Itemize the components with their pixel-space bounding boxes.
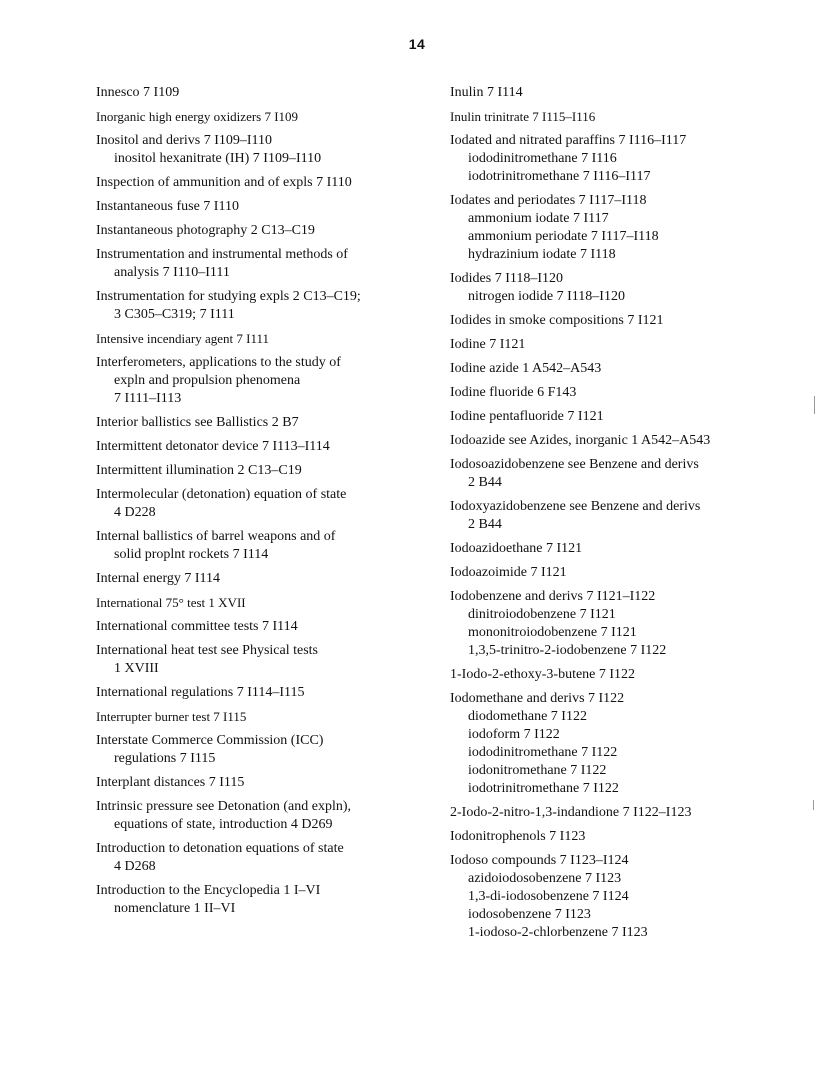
index-entry-heading: Interstate Commerce Commission (ICC) bbox=[96, 733, 324, 748]
index-entry bbox=[450, 408, 800, 426]
index-entry-heading: Iodoso compounds 7 I123–I124 bbox=[450, 853, 629, 868]
index-entry-heading: Iodoazoimide 7 I121 bbox=[450, 565, 567, 580]
index-entry-continuation: 2 B44 bbox=[468, 475, 502, 490]
index-entry bbox=[96, 198, 426, 216]
index-entry bbox=[450, 690, 800, 798]
index-entry-heading: Intermittent illumination 2 C13–C19 bbox=[96, 463, 302, 478]
index-subentry: 1,3,5-trinitro-2-iodobenzene 7 I122 bbox=[468, 643, 667, 658]
page-number: 14 bbox=[408, 36, 426, 52]
index-entry-heading: 2-Iodo-2-nitro-1,3-indandione 7 I122–I123 bbox=[450, 805, 692, 820]
index-entry-heading: Internal energy 7 I114 bbox=[96, 571, 221, 586]
index-entry-heading: Iodoazidoethane 7 I121 bbox=[450, 541, 583, 556]
index-entry bbox=[96, 594, 426, 612]
index-entry bbox=[96, 84, 426, 102]
scan-mark bbox=[813, 800, 814, 810]
index-entry bbox=[96, 438, 426, 456]
index-entry-heading: Instantaneous fuse 7 I110 bbox=[96, 199, 239, 214]
index-column-right bbox=[450, 84, 800, 948]
index-entry-heading: Iodine 7 I121 bbox=[450, 337, 526, 352]
index-entry bbox=[450, 132, 800, 186]
index-entry-heading: Inspection of ammunition and of expls 7 I110 bbox=[96, 175, 352, 190]
index-entry bbox=[450, 852, 800, 942]
index-subentry: hydrazinium iodate 7 I118 bbox=[468, 247, 616, 262]
index-subentry: inositol hexanitrate (IH) 7 I109–I110 bbox=[114, 151, 322, 166]
index-subentry: diodomethane 7 I122 bbox=[468, 709, 587, 724]
index-entry bbox=[450, 336, 800, 354]
index-subentry: iodonitromethane 7 I122 bbox=[468, 763, 607, 778]
index-entry-heading: Introduction to detonation equations of state bbox=[96, 841, 344, 856]
index-entry-continuation: analysis 7 I110–I111 bbox=[114, 265, 230, 280]
index-entry-continuation: solid proplnt rockets 7 I114 bbox=[114, 547, 269, 562]
index-entry bbox=[96, 732, 426, 768]
index-entry-heading: Iodonitrophenols 7 I123 bbox=[450, 829, 586, 844]
index-entry-heading: International committee tests 7 I114 bbox=[96, 619, 298, 634]
index-entry bbox=[96, 618, 426, 636]
index-entry-continuation: expln and propulsion phenomena bbox=[114, 373, 301, 388]
index-entry-continuation: 2 B44 bbox=[468, 517, 502, 532]
index-entry-continuation: regulations 7 I115 bbox=[114, 751, 216, 766]
index-entry bbox=[450, 666, 800, 684]
index-subentry: iododinitromethane 7 I122 bbox=[468, 745, 618, 760]
index-entry-heading: Iodides 7 I118–I120 bbox=[450, 271, 564, 286]
index-entry-heading: Interior ballistics see Ballistics 2 B7 bbox=[96, 415, 299, 430]
index-entry bbox=[96, 414, 426, 432]
index-entry-heading: Introduction to the Encyclopedia 1 I–VI bbox=[96, 883, 321, 898]
index-entry-heading: Iodine pentafluoride 7 I121 bbox=[450, 409, 604, 424]
index-subentry: iododinitromethane 7 I116 bbox=[468, 151, 617, 166]
index-entry-heading: International 75° test 1 XVII bbox=[96, 595, 246, 610]
index-entry-continuation: equations of state, introduction 4 D269 bbox=[114, 817, 333, 832]
index-entry bbox=[450, 384, 800, 402]
index-entry-heading: Intermittent detonator device 7 I113–I114 bbox=[96, 439, 330, 454]
index-entry-heading: Iodides in smoke compositions 7 I121 bbox=[450, 313, 664, 328]
index-entry bbox=[96, 774, 426, 792]
index-entry bbox=[450, 540, 800, 558]
index-entry-continuation: 4 D228 bbox=[114, 505, 156, 520]
index-entry bbox=[96, 462, 426, 480]
index-subentry: ammonium iodate 7 I117 bbox=[468, 211, 609, 226]
index-subentry: nomenclature 1 II–VI bbox=[114, 901, 236, 916]
index-entry-heading: Iodosoazidobenzene see Benzene and derivs bbox=[450, 457, 699, 472]
index-entry bbox=[96, 882, 426, 918]
index-entry-heading: International regulations 7 I114–I115 bbox=[96, 685, 305, 700]
index-entry-heading: Inositol and derivs 7 I109–I110 bbox=[96, 133, 273, 148]
index-entry bbox=[450, 270, 800, 306]
index-entry bbox=[96, 708, 426, 726]
index-entry bbox=[450, 564, 800, 582]
index-entry bbox=[96, 684, 426, 702]
index-entry-heading: Iodomethane and derivs 7 I122 bbox=[450, 691, 625, 706]
index-entry bbox=[450, 432, 800, 450]
index-entry bbox=[96, 108, 426, 126]
index-entry-heading: Inulin 7 I114 bbox=[450, 85, 523, 100]
index-subentry: azidoiodosobenzene 7 I123 bbox=[468, 871, 622, 886]
index-column-left bbox=[96, 84, 426, 924]
index-entry-heading: Iodine azide 1 A542–A543 bbox=[450, 361, 602, 376]
index-entry bbox=[96, 246, 426, 282]
index-entry bbox=[96, 840, 426, 876]
index-entry-heading: Inulin trinitrate 7 I115–I116 bbox=[450, 109, 596, 124]
index-entry-heading: Innesco 7 I109 bbox=[96, 85, 180, 100]
index-entry bbox=[96, 222, 426, 240]
index-subentry: iodotrinitromethane 7 I116–I117 bbox=[468, 169, 651, 184]
index-subentry: 1,3-di-iodosobenzene 7 I124 bbox=[468, 889, 629, 904]
index-entry-heading: Iodoxyazidobenzene see Benzene and derivs bbox=[450, 499, 701, 514]
index-entry-continuation: 1 XVIII bbox=[114, 661, 159, 676]
index-entry bbox=[96, 528, 426, 564]
index-entry-heading: Intrinsic pressure see Detonation (and expln), bbox=[96, 799, 352, 814]
index-entry bbox=[450, 312, 800, 330]
index-subentry: iodoform 7 I122 bbox=[468, 727, 560, 742]
index-entry-heading: Iodobenzene and derivs 7 I121–I122 bbox=[450, 589, 656, 604]
index-entry bbox=[96, 798, 426, 834]
index-subentry: iodosobenzene 7 I123 bbox=[468, 907, 591, 922]
index-entry-heading: Internal ballistics of barrel weapons and of bbox=[96, 529, 336, 544]
index-entry bbox=[450, 498, 800, 534]
index-subentry: iodotrinitromethane 7 I122 bbox=[468, 781, 619, 796]
index-entry-heading: Inorganic high energy oxidizers 7 I109 bbox=[96, 109, 299, 124]
index-entry-heading: Iodates and periodates 7 I117–I118 bbox=[450, 193, 647, 208]
index-entry bbox=[450, 804, 800, 822]
index-entry-heading: 1-Iodo-2-ethoxy-3-butene 7 I122 bbox=[450, 667, 636, 682]
index-entry-heading: International heat test see Physical tests bbox=[96, 643, 318, 658]
index-entry bbox=[450, 84, 800, 102]
index-entry bbox=[96, 486, 426, 522]
index-subentry: dinitroiodobenzene 7 I121 bbox=[468, 607, 616, 622]
index-entry-heading: Instrumentation for studying expls 2 C13–C19; bbox=[96, 289, 361, 304]
index-entry bbox=[96, 570, 426, 588]
index-entry-continuation: 4 D268 bbox=[114, 859, 156, 874]
index-entry-heading: Intensive incendiary agent 7 I111 bbox=[96, 331, 270, 346]
index-entry-continuation: 7 I111–I113 bbox=[114, 391, 182, 406]
index-entry-continuation: 3 C305–C319; 7 I111 bbox=[114, 307, 235, 322]
index-subentry: ammonium periodate 7 I117–I118 bbox=[468, 229, 659, 244]
index-entry bbox=[450, 192, 800, 264]
index-entry-heading: Interferometers, applications to the study of bbox=[96, 355, 341, 370]
index-entry bbox=[450, 588, 800, 660]
index-entry bbox=[96, 132, 426, 168]
index-entry-heading: Intermolecular (detonation) equation of state bbox=[96, 487, 347, 502]
index-entry-heading: Iodoazide see Azides, inorganic 1 A542–A543 bbox=[450, 433, 711, 448]
index-entry bbox=[96, 330, 426, 348]
index-subentry: nitrogen iodide 7 I118–I120 bbox=[468, 289, 625, 304]
index-subentry: mononitroiodobenzene 7 I121 bbox=[468, 625, 637, 640]
index-entry-heading: Iodated and nitrated paraffins 7 I116–I117 bbox=[450, 133, 687, 148]
index-entry bbox=[450, 108, 800, 126]
index-entry-heading: Instrumentation and instrumental methods of bbox=[96, 247, 348, 262]
index-entry-heading: Interrupter burner test 7 I115 bbox=[96, 709, 247, 724]
index-entry bbox=[450, 828, 800, 846]
index-entry-heading: Iodine fluoride 6 F143 bbox=[450, 385, 577, 400]
index-entry bbox=[96, 354, 426, 408]
scan-mark bbox=[814, 396, 815, 414]
index-subentry: 1-iodoso-2-chlorbenzene 7 I123 bbox=[468, 925, 648, 940]
index-entry bbox=[96, 174, 426, 192]
index-entry bbox=[450, 360, 800, 378]
index-entry bbox=[450, 456, 800, 492]
index-entry bbox=[96, 642, 426, 678]
index-entry-heading: Instantaneous photography 2 C13–C19 bbox=[96, 223, 315, 238]
index-entry-heading: Interplant distances 7 I115 bbox=[96, 775, 245, 790]
index-entry bbox=[96, 288, 426, 324]
